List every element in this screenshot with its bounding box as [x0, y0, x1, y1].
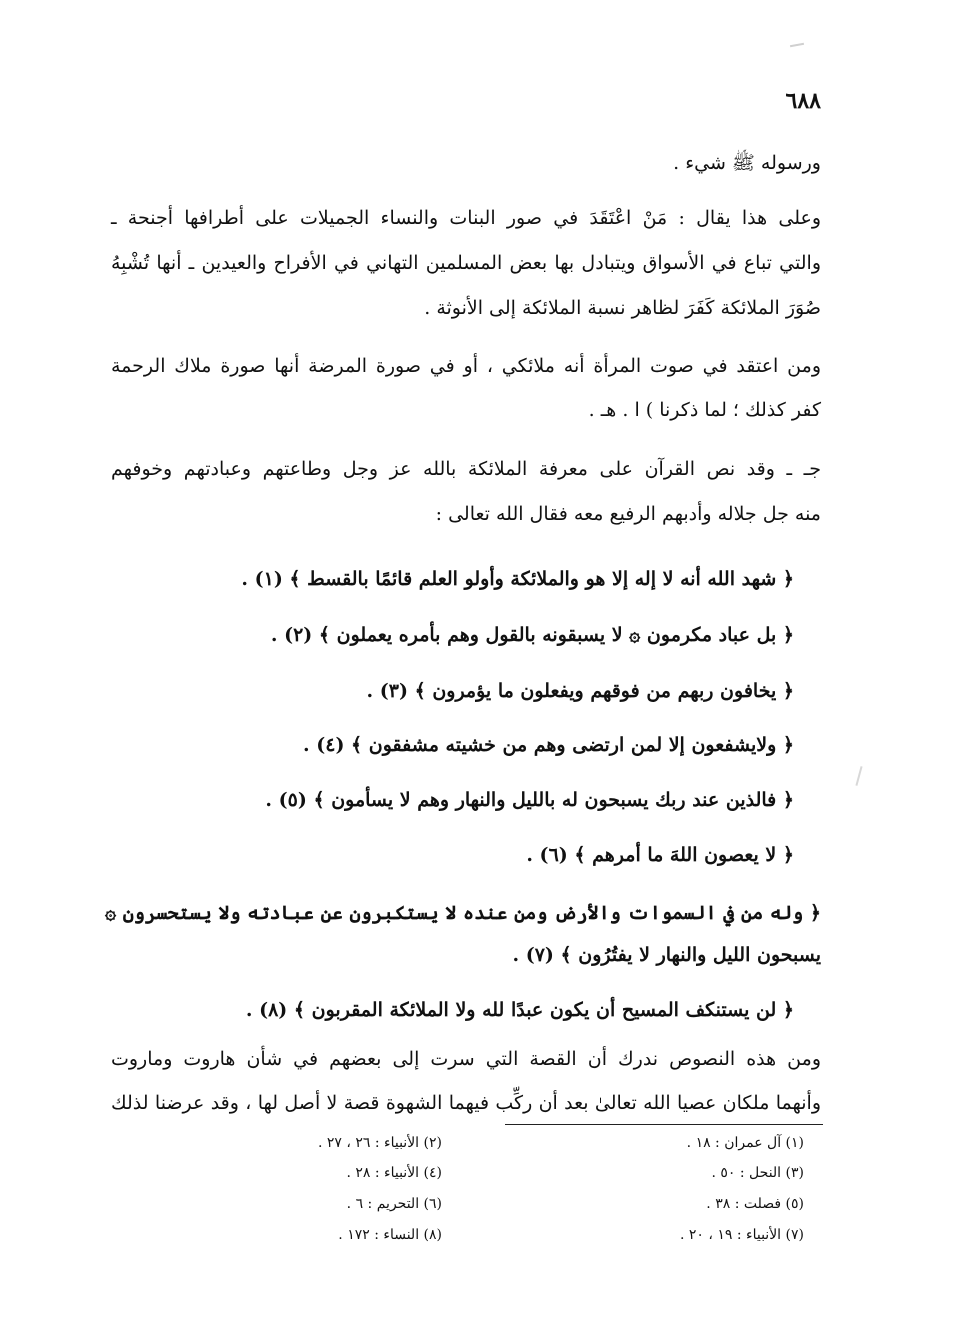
verse-line: ﴿ بل عباد مكرمون ۞ لا يسبقونه بالقول وهم بأمره يعملون ﴾ (٢) .: [270, 624, 794, 646]
verse-line: ﴿ شهد الله أنه لا إله إلا هو والملائكة وأولو العلم قائمًا بالقسط ﴾ (١) .: [241, 568, 794, 590]
text-line: ورسوله ﷺ شيء .: [673, 152, 821, 174]
footnote: (٢) الأنبياء : ٢٦ ، ٢٧ .: [317, 1135, 442, 1151]
verse-line: يسبحون الليل والنهار لا يفتُرُون ﴾ (٧) .: [512, 944, 821, 966]
text-line: صُوَرَ الملائكة كَفَرَ لظاهر نسبة الملائكة إلى الأنوثة .: [424, 297, 821, 319]
verse-line: ﴿ لا يعصون اللهَ ما أمرهم ﴾ (٦) .: [526, 844, 794, 866]
verse-line: ﴿ لن يستنكف المسيح أن يكون عبدًا لله ولا الملائكة المقربون ﴾ (٨) .: [245, 999, 794, 1021]
footnote: (٥) فصلت : ٣٨ .: [706, 1196, 804, 1212]
verse-line: ﴿ ولايشفعون إلا لمن ارتضى وهم من خشيته مشفقون ﴾ (٤) .: [302, 734, 794, 756]
text-line: منه جل جلاله وأدبهم الرفيع معه فقال الله تعالى :: [435, 503, 821, 525]
text-line: والتي تباع في الأسواق ويتبادل بها بعض المسلمين التهاني في الأفراح والعيدين ـ أنها تُشْبِهُ: [111, 252, 821, 274]
text-line: وعلى هذا يقال : مَنْ اعْتَقَدَ في صور البنات والنساء الجميلات على أطرافها أجنحة ـ: [111, 207, 821, 229]
footnote: (٣) النحل : ٥٠ .: [711, 1165, 804, 1181]
text-line: ومن اعتقد في صوت المرأة أنه ملائكي ، أو في صورة المرضة أنها صورة ملاك الرحمة: [111, 355, 821, 377]
footnote: (١) آل عمران : ١٨ .: [686, 1135, 804, 1151]
verse-line: ﴿ فالذين عند ربك يسبحون له بالليل والنهار وهم لا يسأمون ﴾ (٥) .: [265, 789, 794, 811]
verse-line: ﴿ وله من في السموات والأرض ومن عنده لا يستكبرون عن عبادته ولا يستحسرون ۞: [104, 902, 821, 924]
footnote: (٧) الأنبياء : ١٩ ، ٢٠ .: [679, 1227, 804, 1243]
footnote: (٦) التحريم : ٦ .: [346, 1196, 442, 1212]
scan-speck: [790, 43, 804, 47]
footnote: (٨) النساء : ١٧٢ .: [338, 1227, 442, 1243]
footnote: (٤) الأنبياء : ٢٨ .: [346, 1165, 442, 1181]
footnote-separator: [505, 1124, 823, 1125]
scan-speck: [855, 766, 862, 786]
text-line: ومن هذه النصوص ندرك أن القصة التي سرت إلى بعضهم في شأن هاروت وماروت: [111, 1048, 821, 1070]
verse-line: ﴿ يخافون ربهم من فوقهم ويفعلون ما يؤمرون ﴾ (٣) .: [366, 680, 794, 702]
page-number: ٦٨٨: [785, 88, 821, 114]
text-line: كفر كذلك ؛ لما ذكرنا ) ا . هـ .: [588, 399, 821, 421]
text-line: وأنهما ملكان عصيا الله تعالىٰ بعد أن ركِّب فيهما الشهوة قصة لا أصل لها ، وقد عرضنا لذلك: [111, 1092, 821, 1114]
text-line: جـ ـ وقد نص القرآن على معرفة الملائكة بالله عز وجل وطاعتهم وعبادتهم وخوفهم: [111, 458, 821, 480]
